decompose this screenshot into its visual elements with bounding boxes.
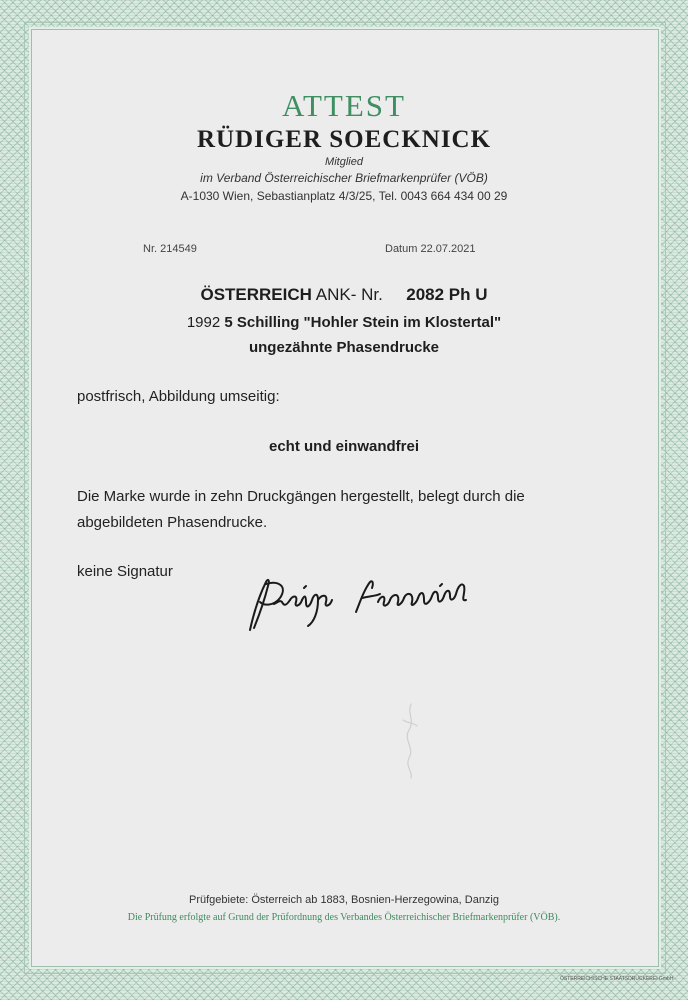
certificate-date: Datum 22.07.2021 <box>385 243 476 255</box>
certificate-title: ATTEST <box>282 88 406 123</box>
association-line: im Verband Österreichischer Briefmarkenprüfer (VÖB) <box>200 171 488 185</box>
condition-text: postfrisch, Abbildung umseitig: <box>77 388 280 405</box>
remark-line-1: Die Marke wurde in zehn Druckgängen hergestellt, belegt durch die <box>77 488 525 505</box>
printer-imprint: ÖSTERREICHISCHE STAATSDRUCKEREI GmbH <box>560 976 674 982</box>
country-label: ÖSTERREICH <box>200 285 312 304</box>
verdict-text: echt und einwandfrei <box>268 438 419 455</box>
address-line: A-1030 Wien, Sebastianplatz 4/3/25, Tel. 0043 664 434 00 29 <box>180 189 508 203</box>
catalog-label: ANK- Nr. <box>315 285 383 304</box>
membership-label: Mitglied <box>325 156 363 168</box>
issue-description: 5 Schilling "Hohler Stein im Klostertal" <box>224 314 502 331</box>
faint-pencil-mark <box>393 700 427 780</box>
handwritten-signature <box>244 572 476 634</box>
examiner-name: RÜDIGER SOECKNICK <box>196 126 492 153</box>
issue-year: 1992 <box>186 314 221 331</box>
legal-note: Die Prüfung erfolgte auf Grund der Prüfordnung des Verbandes Österreichischer Briefmarkenprüfer (VÖB). <box>127 912 561 923</box>
remark-line-2: abgebildeten Phasendrucke. <box>77 514 268 531</box>
issue-line <box>0 314 688 331</box>
examination-scope: Prüfgebiete: Österreich ab 1883, Bosnien-Herzegowina, Danzig <box>188 894 499 906</box>
catalog-number: 2082 Ph U <box>406 285 488 304</box>
stamp-variety: ungezähnte Phasendrucke <box>248 339 440 356</box>
certificate-number: Nr. 214549 <box>143 243 197 255</box>
signature-note: keine Signatur <box>77 563 173 580</box>
stamp-headline <box>0 285 688 305</box>
